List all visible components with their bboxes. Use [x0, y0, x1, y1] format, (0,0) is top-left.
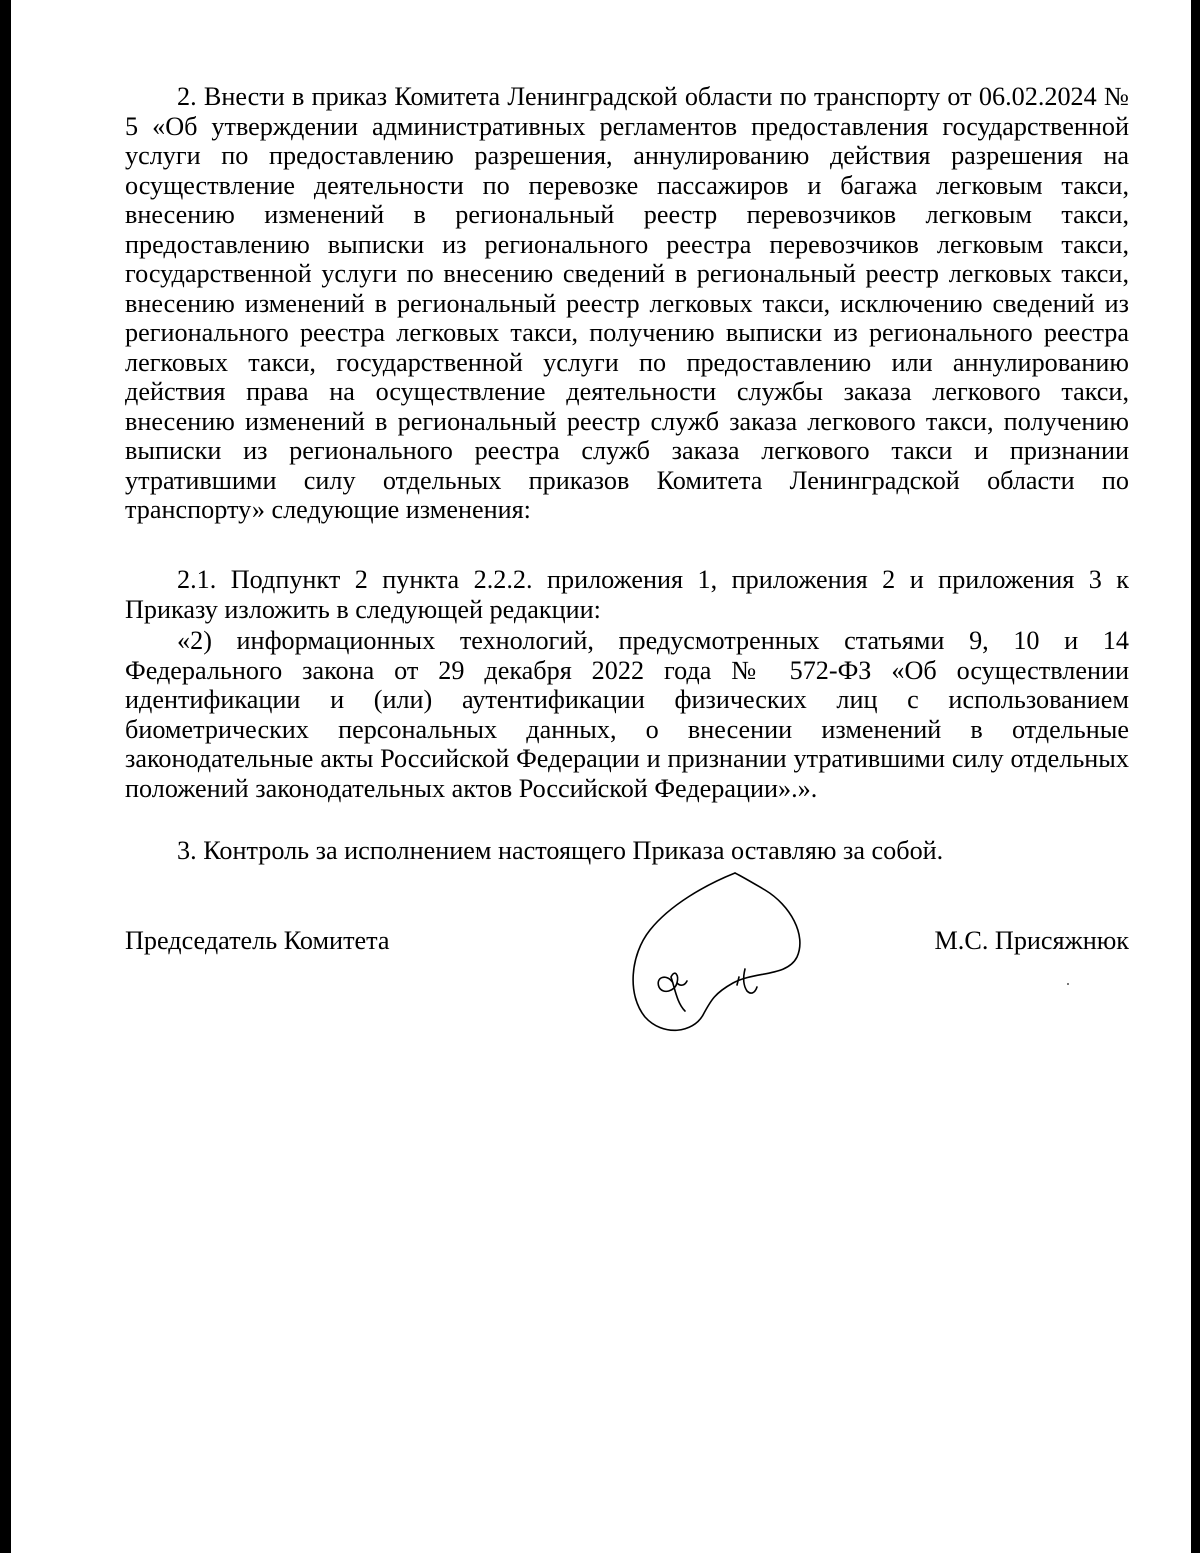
- signatory-position: Председатель Комитета: [125, 926, 390, 955]
- paragraph-3: 3. Контроль за исполнением настоящего Приказа оставляю за собой.: [177, 836, 944, 865]
- scan-edge-right: [1191, 0, 1200, 1553]
- handwritten-signature: [615, 865, 815, 1045]
- paragraph-2: 2. Внести в приказ Комитета Ленинградской области по транспорту от 06.02.2024 № 5 «Об утверждении административных регламентов предоставления государственной услуги по предоставлению разрешения, аннулированию действия разрешения на осуществление деятельности по перевозке пассажиров и багажа легковым такси, внесению изменений в региональный реестр перевозчиков легковым такси, предоставлению выписки из регионального реестра перевозчиков легковым такси, государственной услуги по внесению сведений в региональный реестр легковых такси, внесению изменений в региональный реестр легковых такси, исключению сведений из регионального реестра легковых такси, получению выписки из регионального реестра легковых такси, государственной услуги по предоставлению или аннулированию действия права на осуществление деятельности службы заказа легкового такси, внесению изменений в региональный реестр служб заказа легкового такси, получению выписки из регионального реестра служб заказа легкового такси и признании утратившими силу отдельных приказов Комитета Ленинградской области по транспорту» следующие изменения:: [125, 82, 1129, 524]
- scan-edge-left: [0, 0, 11, 1553]
- scan-speck: [1067, 983, 1069, 985]
- paragraph-2-1: 2.1. Подпункт 2 пункта 2.2.2. приложения 1, приложения 2 и приложения 3 к Приказу изложить в следующей редакции:: [125, 565, 1129, 624]
- paragraph-2-1-quote: «2) информационных технологий, предусмотренных статьями 9, 10 и 14 Федерального закона от 29 декабря 2022 года № 572-ФЗ «Об осуществлении идентификации и (или) аутентификации физических лиц с использованием биометрических персональных данных, о внесении изменений в отдельные законодательные акты Российской Федерации и признании утратившими силу отдельных положений законодательных актов Российской Федерации».».: [125, 626, 1129, 803]
- signatory-name: М.С. Присяжнюк: [934, 926, 1129, 955]
